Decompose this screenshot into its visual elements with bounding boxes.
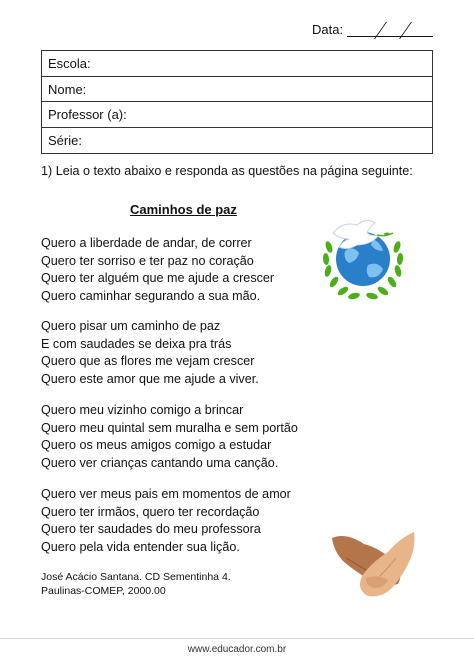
- poem-line: Quero este amor que me ajude a viver.: [41, 371, 259, 386]
- instruction-text: 1) Leia o texto abaixo e responda as questões na página seguinte:: [41, 164, 413, 178]
- grade-field[interactable]: [42, 128, 432, 154]
- poem-stanza: [41, 486, 291, 556]
- grade-label: Série:: [48, 132, 82, 148]
- poem-line: Quero ter sorriso e ter paz no coração: [41, 253, 254, 268]
- poem-line: Quero ter alguém que me ajude a crescer: [41, 271, 275, 286]
- date-input-line[interactable]: [347, 36, 433, 37]
- name-field[interactable]: [42, 77, 432, 103]
- teacher-field[interactable]: [42, 102, 432, 128]
- poem-line: Quero ter saudades do meu professora: [41, 522, 261, 537]
- joined-hands-icon: [326, 518, 420, 608]
- dove-globe-icon: [313, 207, 413, 307]
- credit-author: José Acácio Santana. CD Sementinha 4.: [41, 571, 231, 583]
- teacher-label: Professor (a):: [48, 107, 127, 122]
- poem-line: Quero a liberdade de andar, de correr: [41, 236, 252, 250]
- credit-publisher: Paulinas-COMEP, 2000.00: [41, 585, 166, 597]
- date-label: Data:: [312, 22, 344, 37]
- poem-stanza: [41, 235, 274, 305]
- poem-line: E com saudades se deixa pra trás: [41, 336, 232, 351]
- footer-website[interactable]: www.educador.com.br: [187, 644, 287, 655]
- poem-stanza: [41, 318, 259, 388]
- poem-line: Quero ver crianças cantando uma canção.: [41, 455, 279, 470]
- poem-line: Quero meu quintal sem muralha e sem portão: [41, 420, 298, 435]
- poem-stanza: [41, 402, 298, 472]
- poem-line: Quero ter irmãos, quero ter recordação: [41, 504, 260, 519]
- student-info-box: [41, 50, 433, 154]
- poem-line: Quero ver meus pais em momentos de amor: [41, 487, 291, 501]
- poem-line: Quero pisar um caminho de paz: [41, 319, 221, 333]
- school-field[interactable]: [42, 51, 432, 77]
- poem-credit: [41, 570, 231, 598]
- poem-line: Quero os meus amigos comigo a estudar: [41, 438, 272, 453]
- poem-title: Caminhos de paz: [130, 202, 237, 217]
- poem-line: Quero pela vida entender sua lição.: [41, 539, 240, 554]
- name-label: Nome:: [48, 81, 87, 97]
- poem-line: Quero meu vizinho comigo a brincar: [41, 403, 244, 417]
- poem-line: Quero que as flores me vejam crescer: [41, 354, 255, 369]
- poem-line: Quero caminhar segurando a sua mão.: [41, 288, 261, 303]
- footer-divider: [0, 638, 474, 639]
- school-label: Escola:: [48, 56, 91, 71]
